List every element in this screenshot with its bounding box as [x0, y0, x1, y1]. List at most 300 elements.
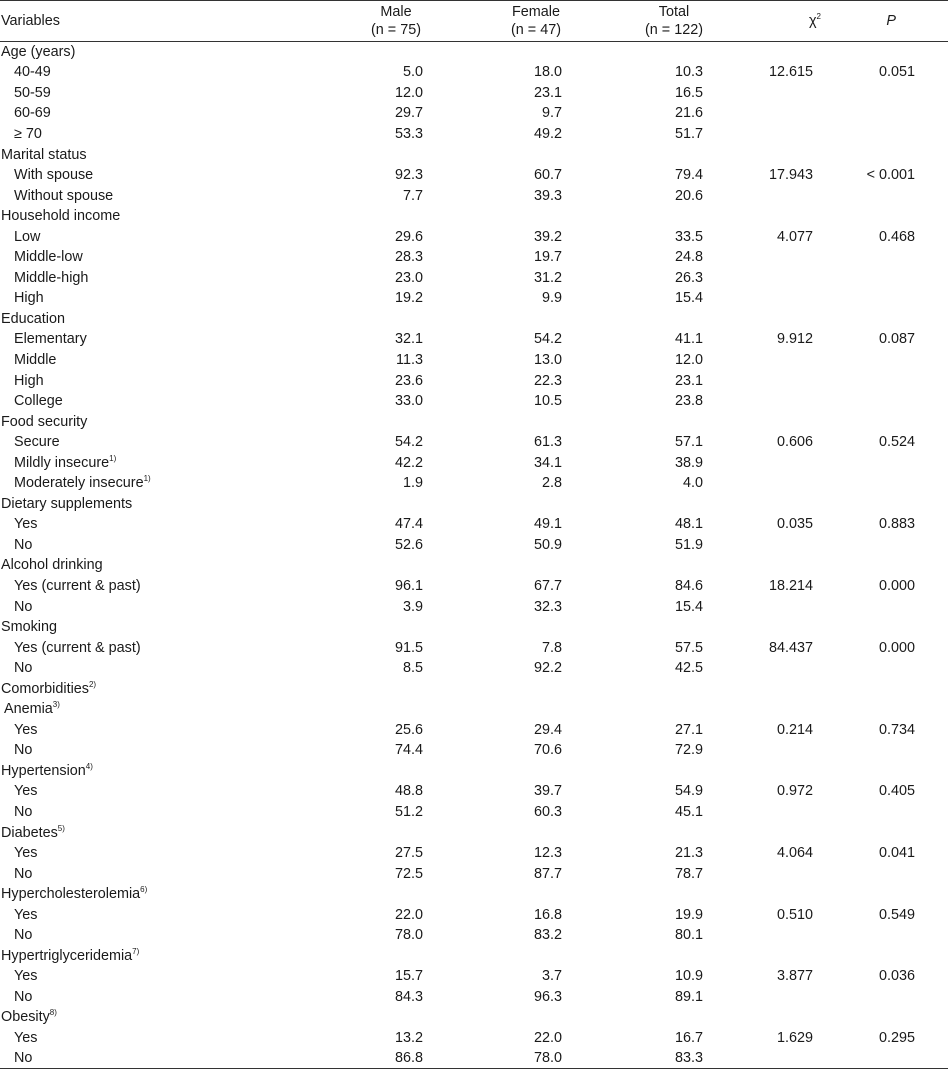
- row-label-text: Obesity: [1, 1009, 50, 1026]
- row-label-text: High: [14, 290, 44, 307]
- chi-square-cell: [716, 1048, 827, 1069]
- total-percent-cell: 10.9: [674, 968, 703, 985]
- female-percent-cell: 18.0: [533, 64, 562, 81]
- total-percent-cell: 48.1: [674, 516, 703, 533]
- row-label-text: Alcohol drinking: [1, 557, 103, 574]
- p-value-cell: 0.734: [878, 721, 915, 738]
- female-percent-cell: 87.7: [533, 865, 562, 882]
- row-label-text: Middle-low: [14, 249, 83, 266]
- table-row: [0, 432, 948, 453]
- row-label: [0, 1048, 300, 1069]
- table-row: [0, 863, 948, 884]
- male-percent-cell: [300, 699, 435, 720]
- header-male: [300, 1, 435, 42]
- chi-square-cell: 17.943: [768, 167, 813, 184]
- p-value-cell: [827, 350, 948, 371]
- female-percent-cell: 60.7: [533, 167, 562, 184]
- row-label: [0, 309, 300, 330]
- p-value-cell: [827, 268, 948, 289]
- table-row: [0, 904, 948, 925]
- row-label: [0, 1007, 300, 1028]
- total-percent-cell: 16.5: [674, 84, 703, 101]
- category-row: [0, 884, 948, 905]
- p-value-cell: [827, 1007, 948, 1028]
- chi-square-cell: [716, 699, 827, 720]
- row-label-text: Middle-high: [14, 269, 89, 286]
- total-percent-cell: [575, 1007, 716, 1028]
- row-label-text: Yes (current & past): [14, 639, 141, 656]
- row-label-text: Yes: [14, 783, 38, 800]
- row-label-text: Hypertension: [1, 762, 86, 779]
- p-value-cell: [827, 925, 948, 946]
- female-percent-cell: 23.1: [533, 84, 562, 101]
- female-percent-cell: 61.3: [533, 434, 562, 451]
- chi-square-cell: [716, 144, 827, 165]
- row-label: [0, 42, 300, 63]
- female-percent-cell: 96.3: [533, 988, 562, 1005]
- category-row: [0, 42, 948, 63]
- male-percent-cell: [300, 822, 435, 843]
- table-row: [0, 268, 948, 289]
- p-value-cell: 0.036: [878, 968, 915, 985]
- total-percent-cell: 26.3: [674, 269, 703, 286]
- chi-square-cell: 4.064: [776, 845, 813, 862]
- category-row: [0, 555, 948, 576]
- footnote-marker: 7): [132, 947, 140, 957]
- female-percent-cell: 70.6: [533, 742, 562, 759]
- p-value-cell: [827, 124, 948, 145]
- header-p-value: [827, 1, 948, 42]
- male-percent-cell: 42.2: [394, 454, 423, 471]
- male-percent-cell: 52.6: [394, 536, 423, 553]
- table-row: [0, 966, 948, 987]
- total-percent-cell: 79.4: [674, 167, 703, 184]
- total-percent-cell: 15.4: [674, 598, 703, 615]
- header-p-label: P: [886, 13, 896, 29]
- female-percent-cell: [435, 144, 575, 165]
- table-row: [0, 781, 948, 802]
- category-row: [0, 761, 948, 782]
- row-label: [0, 781, 300, 802]
- row-label: [0, 884, 300, 905]
- p-value-cell: 0.468: [878, 228, 915, 245]
- table-row: [0, 740, 948, 761]
- female-percent-cell: [435, 617, 575, 638]
- row-label: [0, 473, 300, 494]
- total-percent-cell: 21.3: [674, 845, 703, 862]
- table-row: [0, 185, 948, 206]
- p-value-cell: [827, 185, 948, 206]
- total-percent-cell: [575, 884, 716, 905]
- p-value-cell: 0.883: [878, 516, 915, 533]
- row-label: [0, 268, 300, 289]
- row-label-text: Age (years): [1, 44, 76, 61]
- total-percent-cell: 42.5: [674, 660, 703, 677]
- chi-square-cell: [716, 822, 827, 843]
- category-row: [0, 946, 948, 967]
- chi-square-cell: [716, 185, 827, 206]
- male-percent-cell: 22.0: [394, 906, 423, 923]
- p-value-cell: < 0.001: [866, 167, 915, 184]
- total-percent-cell: [575, 822, 716, 843]
- row-label: [0, 247, 300, 268]
- p-value-cell: [827, 658, 948, 679]
- chi-square-cell: [716, 124, 827, 145]
- row-label: [0, 904, 300, 925]
- row-label-text: Smoking: [1, 619, 57, 636]
- p-value-cell: 0.087: [878, 331, 915, 348]
- male-percent-cell: 8.5: [402, 660, 423, 677]
- total-percent-cell: 27.1: [674, 721, 703, 738]
- table-row: [0, 452, 948, 473]
- table-body: [0, 42, 948, 1069]
- female-percent-cell: 22.0: [533, 1030, 562, 1047]
- p-value-cell: [827, 247, 948, 268]
- table-row: [0, 350, 948, 371]
- male-percent-cell: 91.5: [394, 639, 423, 656]
- table-row: [0, 658, 948, 679]
- row-label-text: Anemia: [4, 701, 53, 718]
- row-label-text: Hypercholesterolemia: [1, 886, 141, 903]
- row-label: [0, 452, 300, 473]
- chi-square-cell: [716, 83, 827, 104]
- chi-square-cell: [716, 740, 827, 761]
- female-percent-cell: 39.2: [533, 228, 562, 245]
- table-row: [0, 802, 948, 823]
- footnote-marker: 8): [49, 1008, 57, 1018]
- female-percent-cell: [435, 206, 575, 227]
- row-label-text: Comorbidities: [1, 680, 89, 697]
- total-percent-cell: 15.4: [674, 290, 703, 307]
- header-total-n: (n = 122): [645, 22, 703, 38]
- male-percent-cell: 78.0: [394, 927, 423, 944]
- female-percent-cell: [435, 699, 575, 720]
- male-percent-cell: 29.7: [394, 105, 423, 122]
- row-label: [0, 617, 300, 638]
- row-label-text: Dietary supplements: [1, 495, 133, 512]
- p-value-cell: [827, 206, 948, 227]
- total-percent-cell: 20.6: [674, 187, 703, 204]
- male-percent-cell: [300, 946, 435, 967]
- p-value-cell: [827, 555, 948, 576]
- chi-square-cell: 18.214: [768, 577, 813, 594]
- total-percent-cell: 16.7: [674, 1030, 703, 1047]
- male-percent-cell: [300, 617, 435, 638]
- table-row: [0, 699, 948, 720]
- category-row: [0, 1007, 948, 1028]
- header-chi-sup: 2: [816, 12, 821, 22]
- header-variables: Variables: [1, 13, 60, 29]
- female-percent-cell: [435, 822, 575, 843]
- p-value-cell: 0.524: [878, 434, 915, 451]
- row-label: [0, 288, 300, 309]
- female-percent-cell: 19.7: [533, 249, 562, 266]
- row-label-text: ≥ 70: [14, 125, 42, 142]
- total-percent-cell: 23.1: [674, 372, 703, 389]
- row-label-text: No: [14, 865, 33, 882]
- p-value-cell: [827, 83, 948, 104]
- row-label-text: No: [14, 804, 33, 820]
- row-label: [0, 206, 300, 227]
- table-row: [0, 843, 948, 864]
- male-percent-cell: 23.0: [394, 269, 423, 286]
- header-male-label: Male: [380, 4, 412, 20]
- row-label: [0, 185, 300, 206]
- p-value-cell: [827, 494, 948, 515]
- header-row: [0, 1, 948, 42]
- row-label: [0, 699, 300, 720]
- total-percent-cell: 57.5: [674, 639, 703, 656]
- p-value-cell: 0.000: [878, 639, 915, 656]
- chi-square-cell: [716, 494, 827, 515]
- p-value-cell: [827, 288, 948, 309]
- male-percent-cell: 28.3: [394, 249, 423, 266]
- male-percent-cell: 53.3: [394, 125, 423, 142]
- row-label: [0, 576, 300, 597]
- row-label-text: No: [14, 742, 33, 759]
- female-percent-cell: 9.9: [541, 290, 562, 307]
- chi-square-cell: [716, 863, 827, 884]
- category-row: [0, 309, 948, 330]
- row-label-text: Yes: [14, 968, 38, 985]
- chi-square-cell: 84.437: [768, 639, 813, 656]
- p-value-cell: [827, 946, 948, 967]
- p-value-cell: [827, 1048, 948, 1069]
- row-label-text: Yes: [14, 721, 38, 738]
- category-row: [0, 822, 948, 843]
- female-percent-cell: [435, 761, 575, 782]
- male-percent-cell: 33.0: [394, 393, 423, 410]
- row-label: [0, 144, 300, 165]
- table-row: [0, 1048, 948, 1069]
- chi-square-cell: [716, 309, 827, 330]
- p-value-cell: 0.405: [878, 783, 915, 800]
- p-value-cell: [827, 987, 948, 1008]
- total-percent-cell: 38.9: [674, 454, 703, 471]
- female-percent-cell: [435, 309, 575, 330]
- male-percent-cell: 54.2: [394, 434, 423, 451]
- row-label-text: Yes: [14, 516, 38, 533]
- p-value-cell: 0.549: [878, 906, 915, 923]
- chi-square-cell: 0.972: [776, 783, 813, 800]
- female-percent-cell: [435, 884, 575, 905]
- chi-square-cell: 1.629: [776, 1030, 813, 1047]
- table-row: [0, 576, 948, 597]
- chi-square-cell: 0.214: [776, 721, 813, 738]
- table-row: [0, 596, 948, 617]
- total-percent-cell: 57.1: [674, 434, 703, 451]
- female-percent-cell: [435, 555, 575, 576]
- female-percent-cell: 78.0: [533, 1050, 562, 1067]
- row-label-text: Moderately insecure: [14, 475, 144, 492]
- table-row: [0, 370, 948, 391]
- row-label: [0, 925, 300, 946]
- chi-square-cell: [716, 1007, 827, 1028]
- row-label: [0, 678, 300, 699]
- row-label-text: Yes: [14, 845, 38, 862]
- female-percent-cell: 16.8: [533, 906, 562, 923]
- row-label-text: Household income: [1, 208, 121, 225]
- p-value-cell: 0.051: [878, 64, 915, 81]
- row-label: [0, 1028, 300, 1049]
- p-value-cell: 0.041: [878, 845, 915, 862]
- category-row: [0, 411, 948, 432]
- chi-square-cell: 0.606: [776, 434, 813, 451]
- p-value-cell: [827, 761, 948, 782]
- male-percent-cell: 3.9: [402, 598, 423, 615]
- p-value-cell: [827, 391, 948, 412]
- total-percent-cell: [575, 411, 716, 432]
- row-label: [0, 535, 300, 556]
- row-label-text: 50-59: [14, 84, 51, 101]
- chi-square-cell: [716, 350, 827, 371]
- table-row: [0, 473, 948, 494]
- male-percent-cell: [300, 884, 435, 905]
- female-percent-cell: [435, 1007, 575, 1028]
- total-percent-cell: 45.1: [674, 804, 703, 820]
- table-row: [0, 226, 948, 247]
- p-value-cell: [827, 678, 948, 699]
- p-value-cell: [827, 617, 948, 638]
- footnote-marker: 1): [109, 453, 117, 463]
- male-percent-cell: 48.8: [394, 783, 423, 800]
- category-row: [0, 494, 948, 515]
- row-label: [0, 740, 300, 761]
- total-percent-cell: [575, 761, 716, 782]
- male-percent-cell: 74.4: [394, 742, 423, 759]
- total-percent-cell: 51.7: [674, 125, 703, 142]
- header-female: [435, 1, 575, 42]
- footnote-marker: 3): [52, 700, 60, 710]
- total-percent-cell: 4.0: [682, 475, 703, 492]
- chi-square-cell: [716, 946, 827, 967]
- female-percent-cell: [435, 494, 575, 515]
- female-percent-cell: 83.2: [533, 927, 562, 944]
- male-percent-cell: 32.1: [394, 331, 423, 348]
- row-label-text: Without spouse: [14, 187, 114, 204]
- male-percent-cell: 25.6: [394, 721, 423, 738]
- header-total-label: Total: [658, 4, 690, 20]
- total-percent-cell: 10.3: [674, 64, 703, 81]
- chi-square-cell: [716, 268, 827, 289]
- category-row: [0, 144, 948, 165]
- chi-square-cell: [716, 473, 827, 494]
- row-label: [0, 350, 300, 371]
- female-percent-cell: [435, 946, 575, 967]
- total-percent-cell: [575, 678, 716, 699]
- female-percent-cell: 9.7: [541, 105, 562, 122]
- p-value-cell: [827, 309, 948, 330]
- male-percent-cell: 92.3: [394, 167, 423, 184]
- female-percent-cell: 67.7: [533, 577, 562, 594]
- row-label: [0, 226, 300, 247]
- row-label: [0, 83, 300, 104]
- row-label-text: Education: [1, 310, 66, 327]
- male-percent-cell: [300, 206, 435, 227]
- male-percent-cell: [300, 144, 435, 165]
- total-percent-cell: 78.7: [674, 865, 703, 882]
- header-total: [575, 1, 716, 42]
- total-percent-cell: [575, 144, 716, 165]
- p-value-cell: [827, 370, 948, 391]
- male-percent-cell: 86.8: [394, 1050, 423, 1067]
- total-percent-cell: 19.9: [674, 906, 703, 923]
- total-percent-cell: [575, 206, 716, 227]
- chi-square-cell: [716, 42, 827, 63]
- male-percent-cell: 84.3: [394, 988, 423, 1005]
- row-label: [0, 802, 300, 823]
- row-label: [0, 761, 300, 782]
- male-percent-cell: 27.5: [394, 845, 423, 862]
- row-label-text: Mildly insecure: [14, 454, 110, 471]
- female-percent-cell: 92.2: [533, 660, 562, 677]
- table-row: [0, 103, 948, 124]
- total-percent-cell: 89.1: [674, 988, 703, 1005]
- p-value-cell: [827, 740, 948, 761]
- total-percent-cell: [575, 494, 716, 515]
- table-row: [0, 329, 948, 350]
- chi-square-cell: 3.877: [776, 968, 813, 985]
- male-percent-cell: 47.4: [394, 516, 423, 533]
- male-percent-cell: [300, 678, 435, 699]
- total-percent-cell: 84.6: [674, 577, 703, 594]
- header-male-n: (n = 75): [371, 22, 421, 38]
- row-label-text: With spouse: [14, 167, 94, 184]
- row-label-text: Diabetes: [1, 824, 58, 841]
- p-value-cell: [827, 802, 948, 823]
- row-label: [0, 822, 300, 843]
- male-percent-cell: 29.6: [394, 228, 423, 245]
- table-row: [0, 720, 948, 741]
- male-percent-cell: [300, 1007, 435, 1028]
- row-label: [0, 165, 300, 186]
- female-percent-cell: 7.8: [541, 639, 562, 656]
- header-female-n: (n = 47): [511, 22, 561, 38]
- row-label: [0, 555, 300, 576]
- table-row: [0, 83, 948, 104]
- total-percent-cell: 41.1: [674, 331, 703, 348]
- row-label: [0, 391, 300, 412]
- female-percent-cell: 39.7: [533, 783, 562, 800]
- row-label: [0, 103, 300, 124]
- header-chi-label: χ: [808, 13, 817, 29]
- table-row: [0, 987, 948, 1008]
- female-percent-cell: 32.3: [533, 598, 562, 615]
- row-label-text: Secure: [14, 434, 60, 451]
- row-label-text: Yes: [14, 1030, 38, 1047]
- total-percent-cell: 33.5: [674, 228, 703, 245]
- chi-square-cell: [716, 535, 827, 556]
- chi-square-cell: [716, 678, 827, 699]
- row-label: [0, 863, 300, 884]
- female-percent-cell: 13.0: [533, 351, 562, 368]
- chi-square-cell: 4.077: [776, 228, 813, 245]
- row-label: [0, 411, 300, 432]
- chi-square-cell: 9.912: [776, 331, 813, 348]
- table-row: [0, 514, 948, 535]
- table-row: [0, 165, 948, 186]
- footnote-marker: 5): [57, 823, 65, 833]
- total-percent-cell: 80.1: [674, 927, 703, 944]
- row-label-text: No: [14, 598, 33, 615]
- footnote-marker: 1): [143, 474, 151, 484]
- table-row: [0, 925, 948, 946]
- table-row: [0, 391, 948, 412]
- female-percent-cell: 10.5: [533, 393, 562, 410]
- p-value-cell: 0.295: [878, 1030, 915, 1047]
- row-label-text: High: [14, 372, 44, 389]
- chi-square-cell: [716, 288, 827, 309]
